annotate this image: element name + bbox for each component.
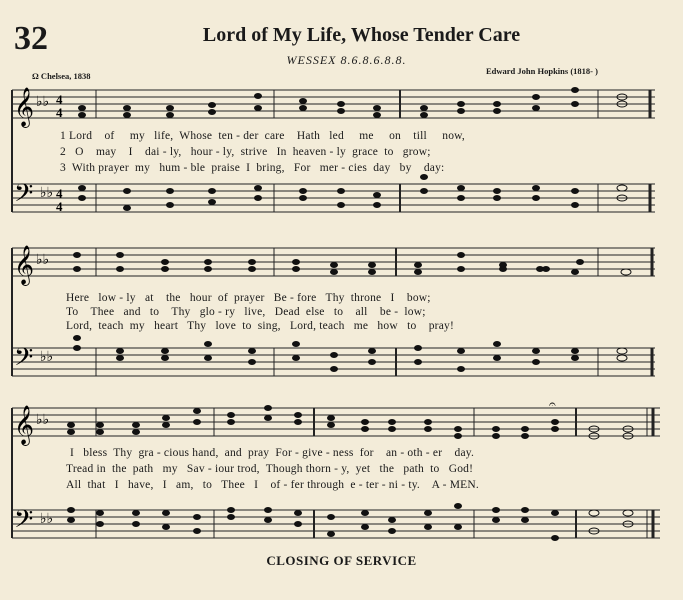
fermata-icon: 𝄐 bbox=[549, 398, 556, 411]
system-1-verse-3: 3 With prayer my hum - ble praise I bring, For mer - cies day by day: bbox=[60, 162, 445, 174]
svg-text:4: 4 bbox=[56, 105, 63, 120]
svg-text:𝄢: 𝄢 bbox=[14, 505, 34, 540]
section-footer: CLOSING OF SERVICE bbox=[266, 553, 417, 568]
svg-text:4: 4 bbox=[56, 199, 63, 214]
hymn-number: 32 bbox=[14, 20, 48, 57]
system-3-verse-3: All that I have, I am, to Thee I of - fer through e - ter - ni - ty. A - MEN. bbox=[66, 479, 479, 491]
system-3-verse-1: I bless Thy gra - cious hand, and pray For - give - ness for an - oth - er day. bbox=[70, 447, 475, 459]
system-3-verse-2: Tread in the path my Sav - iour trod, Though thorn - y, yet the path to God! bbox=[66, 463, 474, 475]
music-credit: Edward John Hopkins (1818- ) bbox=[486, 66, 598, 76]
treble-clef-icon: 𝄞 bbox=[14, 87, 35, 127]
svg-text:♭♭: ♭♭ bbox=[36, 252, 50, 268]
hymn-title: Lord of My Life, Whose Tender Care bbox=[202, 24, 521, 46]
system-1-verse-2: 2 O may I dai - ly, hour - ly, strive In heaven - ly grace to grow; bbox=[60, 146, 431, 158]
system-2-verse-2: To Thee and to Thy glo - ry live, Dead else to all be - low; bbox=[66, 306, 426, 318]
svg-text:𝄞: 𝄞 bbox=[14, 245, 35, 285]
svg-text:♭♭: ♭♭ bbox=[40, 511, 54, 527]
svg-text:♭♭: ♭♭ bbox=[36, 94, 50, 110]
svg-text:♭♭: ♭♭ bbox=[40, 349, 54, 365]
svg-text:4: 4 bbox=[56, 92, 63, 107]
svg-text:♭♭: ♭♭ bbox=[36, 412, 50, 428]
svg-text:4: 4 bbox=[56, 186, 63, 201]
bass-clef-icon: 𝄢 bbox=[14, 179, 34, 214]
system-2-verse-1: Here low - ly at the hour of prayer Be - fore Thy throne I bow; bbox=[66, 292, 431, 304]
words-credit: Ω Chelsea, 1838 bbox=[32, 71, 91, 81]
system-2-verse-3: Lord, teach my heart Thy love to sing, Lord, teach me how to pray! bbox=[66, 320, 454, 332]
svg-text:𝄢: 𝄢 bbox=[14, 343, 34, 378]
svg-text:𝄞: 𝄞 bbox=[14, 405, 35, 445]
tune-name: WESSEX 8.6.8.6.8.8. bbox=[286, 53, 407, 67]
system-1-verse-1: 1 Lord of my life, Whose ten - der care Hath led me on till now, bbox=[60, 130, 465, 142]
svg-text:♭♭: ♭♭ bbox=[40, 185, 54, 201]
